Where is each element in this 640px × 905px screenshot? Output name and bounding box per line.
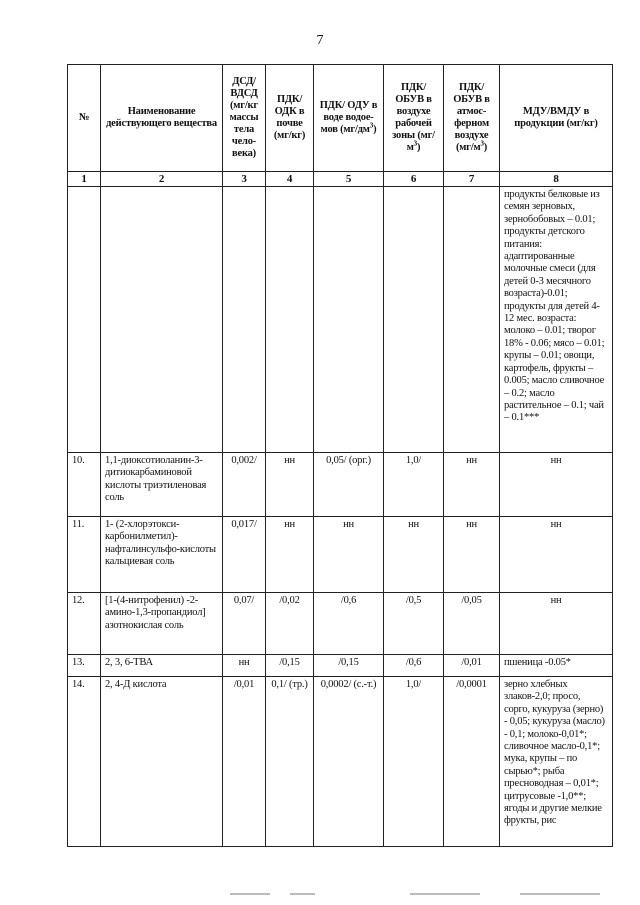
column-number: 5 (314, 172, 384, 187)
cell-air-work: нн (384, 517, 444, 593)
cell-mdu: нн (500, 517, 613, 593)
cell-number: 14. (68, 677, 101, 847)
cell-air-work: 1,0/ (384, 453, 444, 517)
header-air-atm: ПДК/ ОБУВ в атмос-ферном воздухе $(мг/м^3)$ (444, 65, 500, 172)
substances-table (67, 64, 613, 847)
table-header-row (68, 65, 613, 172)
cell-number: 11. (68, 517, 101, 593)
cell-water: /0,15 (314, 655, 384, 677)
column-number: 4 (266, 172, 314, 187)
cell-air-atm: нн (444, 517, 500, 593)
header-soil: ПДК/ ОДК в почве (мг/кг) (266, 65, 314, 172)
cell-number: 13. (68, 655, 101, 677)
cell-number: 12. (68, 593, 101, 655)
cell-dsd: 0,017/ (223, 517, 266, 593)
header-water: ПДК/ ОДУ в воде водое-мов $(мг/дм^3)$ (314, 65, 384, 172)
column-number-row (68, 172, 613, 187)
cell-empty (68, 187, 101, 453)
cell-empty (101, 187, 223, 453)
column-number: 3 (223, 172, 266, 187)
cell-air-work: /0,5 (384, 593, 444, 655)
cell-dsd: /0,01 (223, 677, 266, 847)
cell-water: 0,0002/ (с.-т.) (314, 677, 384, 847)
cell-mdu: нн (500, 453, 613, 517)
column-number: 1 (68, 172, 101, 187)
header-dsd: ДСД/ ВДСД (мг/кг массы тела чело-века) (223, 65, 266, 172)
cell-air-atm: /0,01 (444, 655, 500, 677)
cell-soil: нн (266, 517, 314, 593)
cell-soil: /0,02 (266, 593, 314, 655)
cell-mdu: продукты белковые из семян зерновых, зернобобовых – 0.01; продукты детского питания: адаптированные молочные смеси (для детей 0-3 месячного возраста)-0.01; продукты для детей 4-12 мес. возраста: молоко – 0.01; творог 18% - 0.06; мясо – 0.01; крупы – 0.01; овощи, картофель, фрукты – 0.005; масло сливочное – 0.2; масло растительное – 0.1; чай – 0.1*** (500, 187, 613, 453)
cell-water: 0,05/ (орг.) (314, 453, 384, 517)
table-row (68, 517, 613, 593)
cell-empty (314, 187, 384, 453)
table-row-continuation (68, 187, 613, 453)
cell-air-atm: /0,0001 (444, 677, 500, 847)
table-row (68, 453, 613, 517)
cell-number: 10. (68, 453, 101, 517)
header-mdu: МДУ/ВМДУ в продукции (мг/кг) (500, 65, 613, 172)
header-number: № (68, 65, 101, 172)
page-number: 7 (316, 33, 324, 48)
cell-air-work: /0,6 (384, 655, 444, 677)
cell-substance-name: 2, 4-Д кислота (101, 677, 223, 847)
cell-empty (444, 187, 500, 453)
column-number: 7 (444, 172, 500, 187)
table-row (68, 593, 613, 655)
cell-air-atm: /0,05 (444, 593, 500, 655)
cell-substance-name: 2, 3, 6-ТВА (101, 655, 223, 677)
cell-empty (223, 187, 266, 453)
table-row (68, 655, 613, 677)
column-number: 2 (101, 172, 223, 187)
cell-dsd: нн (223, 655, 266, 677)
cell-soil: 0,1/ (тр.) (266, 677, 314, 847)
header-air-work: ПДК/ ОБУВ в воздухе рабочей зоны $(мг/м^3)$ (384, 65, 444, 172)
cell-water: нн (314, 517, 384, 593)
cell-substance-name: 1- (2-хлорэтокси-карбонилметил)-нафталинсульфо-кислоты кальциевая соль (101, 517, 223, 593)
header-substance-name: Наименование действующего вещества (101, 65, 223, 172)
cell-substance-name: 1,1-диоксотиоланин-3-дитиокарбаминовой кислоты триэтиленовая соль (101, 453, 223, 517)
cell-dsd: 0,07/ (223, 593, 266, 655)
cell-air-work: 1,0/ (384, 677, 444, 847)
cell-empty (266, 187, 314, 453)
cell-mdu: нн (500, 593, 613, 655)
cell-empty (384, 187, 444, 453)
table-row (68, 677, 613, 847)
cell-soil: /0,15 (266, 655, 314, 677)
cell-mdu: пшеница -0.05* (500, 655, 613, 677)
cell-soil: нн (266, 453, 314, 517)
column-number: 6 (384, 172, 444, 187)
cell-water: /0,6 (314, 593, 384, 655)
cell-air-atm: нн (444, 453, 500, 517)
cell-mdu: зерно хлебных злаков-2,0; просо, сорго, кукуруза (зерно) - 0,05; кукуруза (масло) - 0,1; молоко-0,01*; сливочное масло-0,1*; мука, крупы – по сырью*; рыба пресноводная – 0,01*; цитрусовые -1,0**; ягоды и другие мелкие фрукты, рис (500, 677, 613, 847)
cell-substance-name: [1-(4-нитрофенил) -2-амино-1,3-пропандиол] азотнокислая соль (101, 593, 223, 655)
cell-dsd: 0,002/ (223, 453, 266, 517)
footer-scan-marks (230, 893, 610, 897)
column-number: 8 (500, 172, 613, 187)
